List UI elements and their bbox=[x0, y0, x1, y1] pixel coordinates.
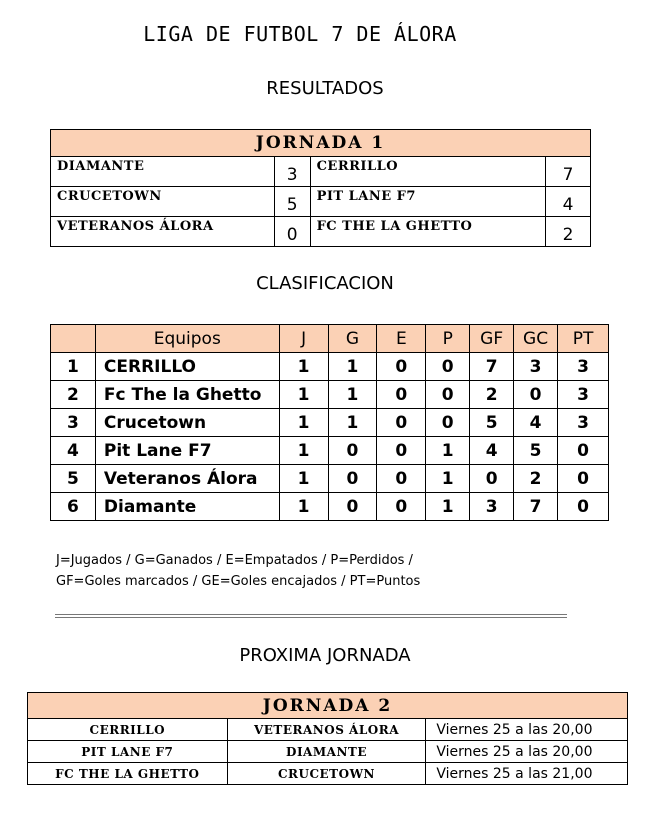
points: 3 bbox=[558, 381, 609, 409]
points: 0 bbox=[558, 465, 609, 493]
played: 1 bbox=[279, 437, 328, 465]
home-team: FC THE LA GHETTO bbox=[28, 763, 228, 785]
column-header: P bbox=[426, 325, 470, 353]
home-team: VETERANOS ÁLORA bbox=[51, 217, 275, 247]
column-header: G bbox=[328, 325, 377, 353]
away-score: 2 bbox=[546, 217, 591, 247]
home-score: 0 bbox=[274, 217, 310, 247]
away-team: PIT LANE F7 bbox=[310, 187, 546, 217]
fixture-row bbox=[28, 763, 628, 785]
goals-against: 3 bbox=[514, 353, 558, 381]
played: 1 bbox=[279, 493, 328, 521]
drawn: 0 bbox=[377, 437, 426, 465]
goals-for: 3 bbox=[470, 493, 514, 521]
goals-against: 7 bbox=[514, 493, 558, 521]
points: 3 bbox=[558, 353, 609, 381]
lost: 1 bbox=[426, 493, 470, 521]
table-row bbox=[51, 493, 609, 521]
drawn: 0 bbox=[377, 353, 426, 381]
table-row bbox=[51, 381, 609, 409]
match-row bbox=[51, 217, 591, 247]
lost: 0 bbox=[426, 381, 470, 409]
standings-table bbox=[50, 324, 609, 521]
home-team: CRUCETOWN bbox=[51, 187, 275, 217]
divider bbox=[55, 614, 567, 615]
away-team: VETERANOS ÁLORA bbox=[227, 719, 426, 741]
points: 0 bbox=[558, 437, 609, 465]
team-name: Fc The la Ghetto bbox=[95, 381, 279, 409]
table-row bbox=[51, 437, 609, 465]
goals-for: 7 bbox=[470, 353, 514, 381]
drawn: 0 bbox=[377, 493, 426, 521]
home-team: PIT LANE F7 bbox=[28, 741, 228, 763]
column-header: Equipos bbox=[95, 325, 279, 353]
position: 2 bbox=[51, 381, 96, 409]
results-table bbox=[50, 129, 591, 247]
team-name: Diamante bbox=[95, 493, 279, 521]
home-score: 3 bbox=[274, 157, 310, 187]
fixture-row bbox=[28, 741, 628, 763]
played: 1 bbox=[279, 409, 328, 437]
won: 1 bbox=[328, 409, 377, 437]
team-name: Pit Lane F7 bbox=[95, 437, 279, 465]
position: 5 bbox=[51, 465, 96, 493]
column-header: GC bbox=[514, 325, 558, 353]
home-team: CERRILLO bbox=[28, 719, 228, 741]
won: 1 bbox=[328, 381, 377, 409]
table-row bbox=[51, 353, 609, 381]
away-team: DIAMANTE bbox=[227, 741, 426, 763]
next-round-heading: PROXIMA JORNADA bbox=[239, 645, 411, 666]
played: 1 bbox=[279, 353, 328, 381]
played: 1 bbox=[279, 465, 328, 493]
column-header: E bbox=[377, 325, 426, 353]
away-team: CERRILLO bbox=[310, 157, 546, 187]
points: 0 bbox=[558, 493, 609, 521]
goals-against: 5 bbox=[514, 437, 558, 465]
won: 0 bbox=[328, 437, 377, 465]
won: 0 bbox=[328, 493, 377, 521]
lost: 1 bbox=[426, 465, 470, 493]
points: 3 bbox=[558, 409, 609, 437]
goals-against: 0 bbox=[514, 381, 558, 409]
goals-for: 4 bbox=[470, 437, 514, 465]
goals-for: 0 bbox=[470, 465, 514, 493]
goals-for: 5 bbox=[470, 409, 514, 437]
goals-for: 2 bbox=[470, 381, 514, 409]
table-row bbox=[51, 465, 609, 493]
match-row bbox=[51, 157, 591, 187]
kickoff-time: Viernes 25 a las 20,00 bbox=[426, 741, 628, 763]
position-column-header bbox=[51, 325, 96, 353]
legend-line: J=Jugados / G=Ganados / E=Empatados / P=Perdidos / bbox=[56, 553, 413, 568]
drawn: 0 bbox=[377, 381, 426, 409]
drawn: 0 bbox=[377, 409, 426, 437]
away-score: 7 bbox=[546, 157, 591, 187]
won: 1 bbox=[328, 353, 377, 381]
away-score: 4 bbox=[546, 187, 591, 217]
away-team: CRUCETOWN bbox=[227, 763, 426, 785]
goals-against: 2 bbox=[514, 465, 558, 493]
league-title: LIGA DE FUTBOL 7 DE ÁLORA bbox=[143, 22, 457, 46]
home-team: DIAMANTE bbox=[51, 157, 275, 187]
round-1-header: JORNADA 1 bbox=[51, 130, 591, 157]
goals-against: 4 bbox=[514, 409, 558, 437]
standings-legend bbox=[56, 550, 420, 592]
team-name: Crucetown bbox=[95, 409, 279, 437]
results-heading: RESULTADOS bbox=[266, 78, 384, 99]
standings-heading: CLASIFICACION bbox=[256, 273, 394, 294]
position: 4 bbox=[51, 437, 96, 465]
legend-line: GF=Goles marcados / GE=Goles encajados / PT=Puntos bbox=[56, 574, 421, 589]
played: 1 bbox=[279, 381, 328, 409]
fixtures-table bbox=[27, 692, 628, 785]
position: 1 bbox=[51, 353, 96, 381]
column-header: GF bbox=[470, 325, 514, 353]
table-row bbox=[51, 409, 609, 437]
column-header: PT bbox=[558, 325, 609, 353]
won: 0 bbox=[328, 465, 377, 493]
lost: 1 bbox=[426, 437, 470, 465]
round-2-header: JORNADA 2 bbox=[28, 693, 628, 719]
lost: 0 bbox=[426, 353, 470, 381]
column-header: J bbox=[279, 325, 328, 353]
kickoff-time: Viernes 25 a las 21,00 bbox=[426, 763, 628, 785]
kickoff-time: Viernes 25 a las 20,00 bbox=[426, 719, 628, 741]
drawn: 0 bbox=[377, 465, 426, 493]
match-row bbox=[51, 187, 591, 217]
divider bbox=[55, 617, 567, 618]
team-name: CERRILLO bbox=[95, 353, 279, 381]
position: 3 bbox=[51, 409, 96, 437]
team-name: Veteranos Álora bbox=[95, 465, 279, 493]
lost: 0 bbox=[426, 409, 470, 437]
position: 6 bbox=[51, 493, 96, 521]
home-score: 5 bbox=[274, 187, 310, 217]
away-team: FC THE LA GHETTO bbox=[310, 217, 546, 247]
fixture-row bbox=[28, 719, 628, 741]
standings-header-row bbox=[51, 325, 609, 353]
